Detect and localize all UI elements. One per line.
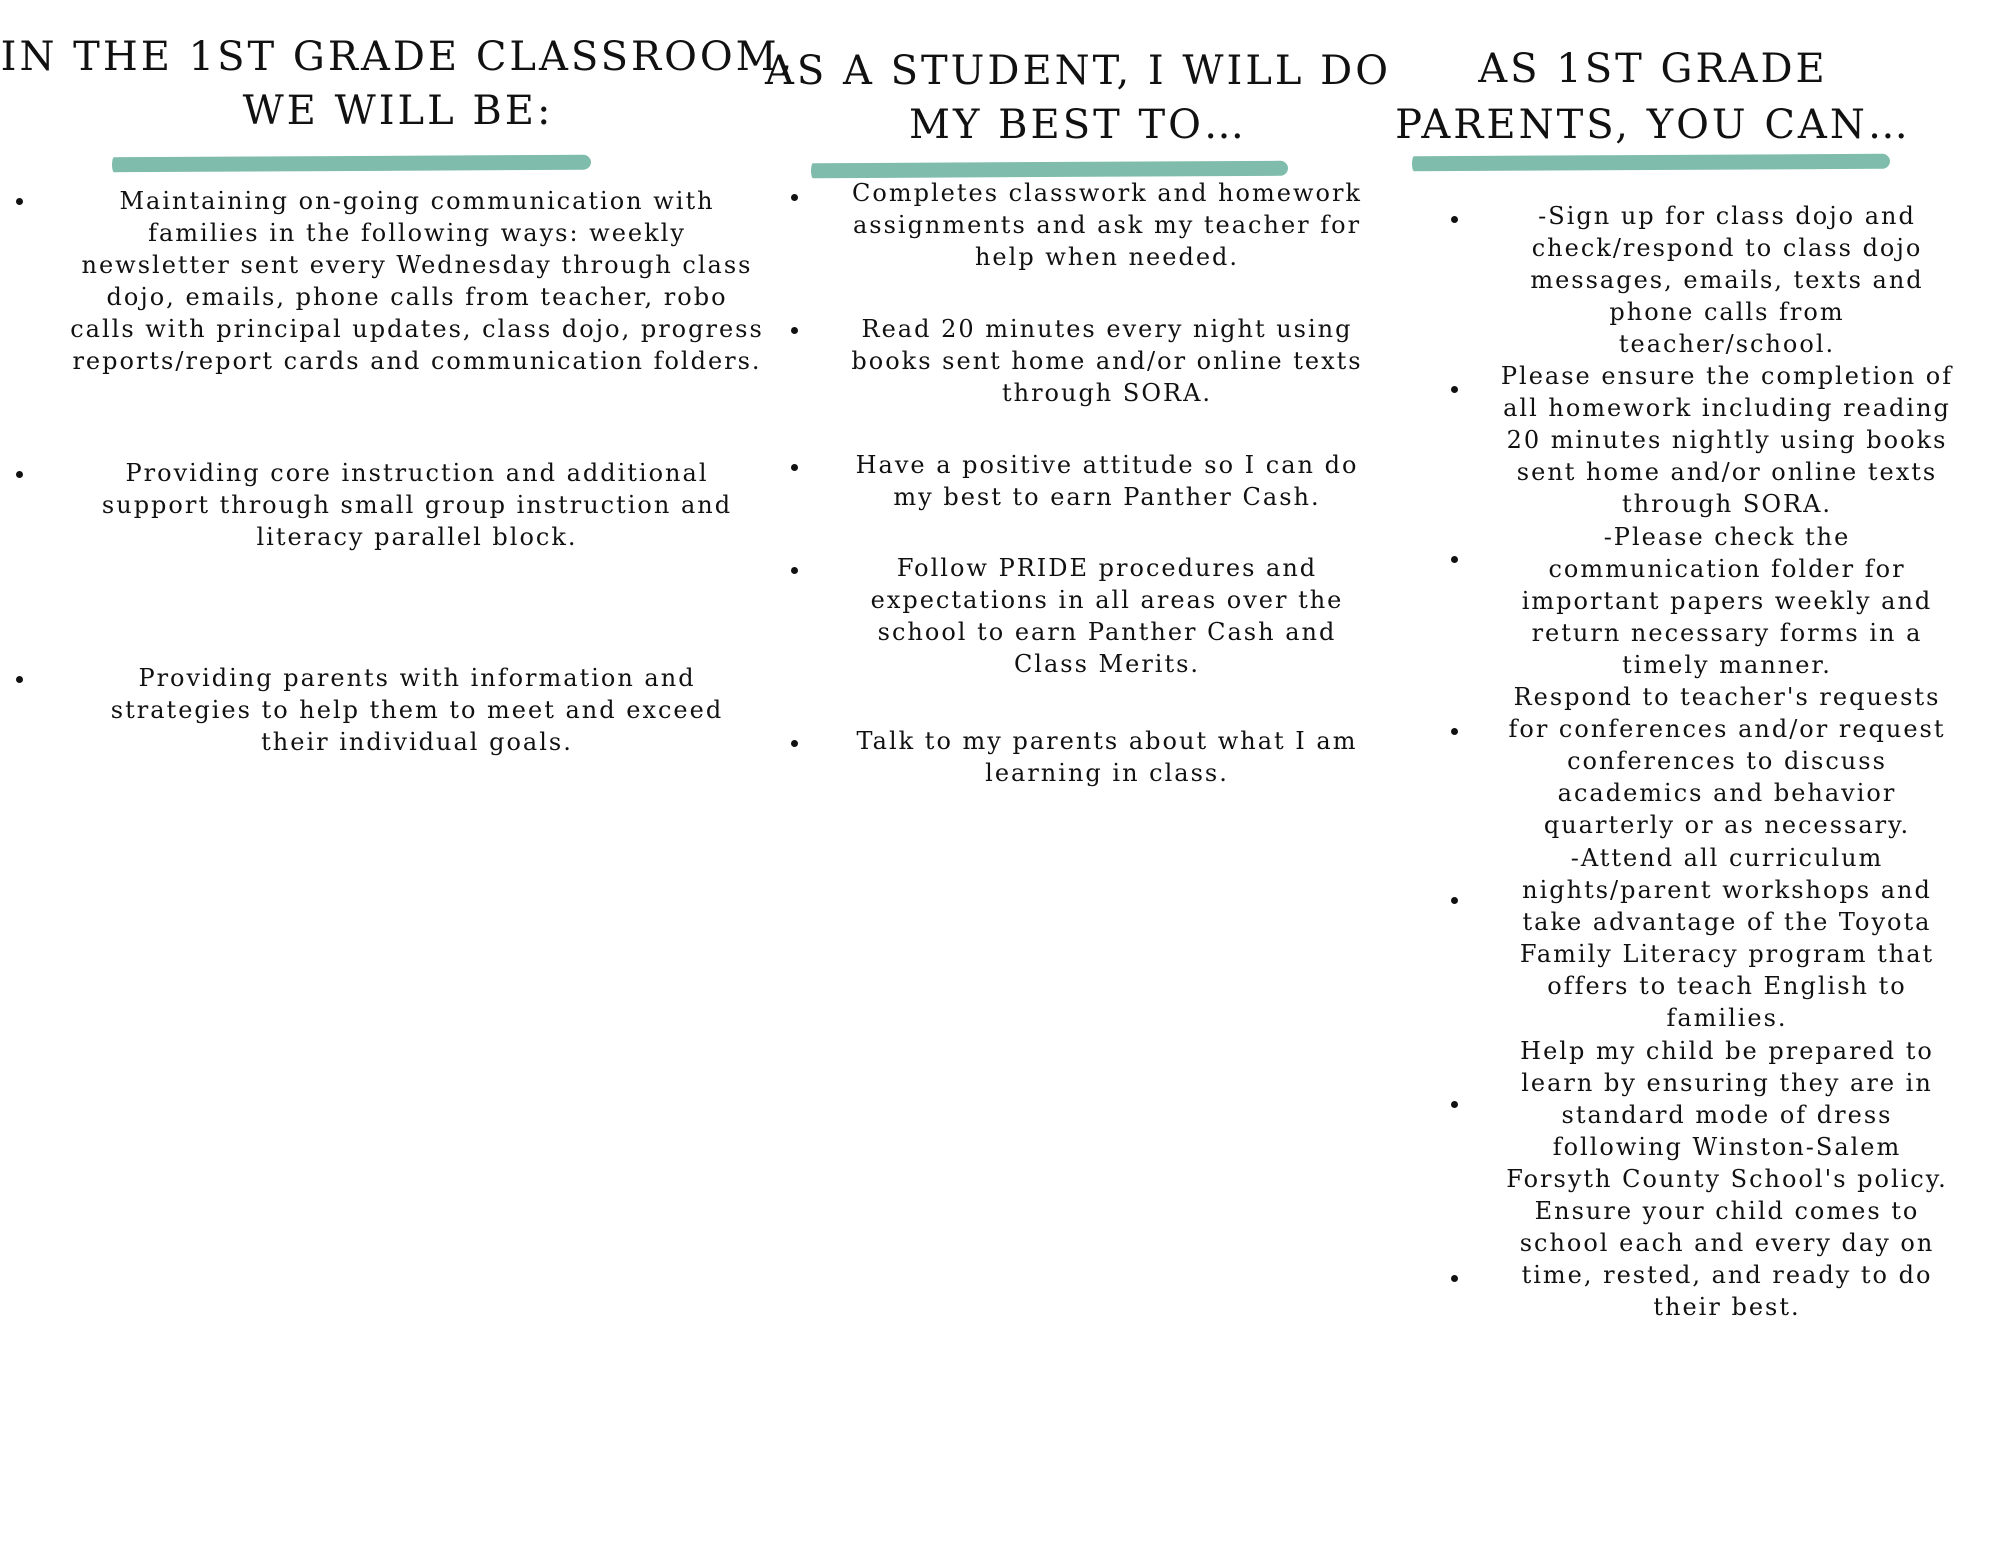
list-item-text: following Winston-Salem xyxy=(1552,1133,1902,1161)
list-item-text: assignments and ask my teacher for xyxy=(852,211,1362,239)
list-item-text: communication folder for xyxy=(1548,555,1906,583)
list-item-text: Providing core instruction and additional xyxy=(125,459,709,487)
list-item-text: Help my child be prepared to xyxy=(1520,1037,1934,1065)
list-item-text: school each and every day on xyxy=(1519,1229,1935,1257)
list-item-text: important papers weekly and xyxy=(1521,587,1933,615)
list-item-text: strategies to help them to meet and exceed xyxy=(110,696,724,724)
list-item-text: through SORA. xyxy=(1001,379,1213,407)
list-item-text: -Sign up for class dojo and xyxy=(1538,202,1916,230)
list-item-text: their individual goals. xyxy=(261,728,573,756)
list-item-text: learn by ensuring they are in xyxy=(1521,1069,1933,1097)
list-item-text: Have a positive attitude so I can do xyxy=(855,451,1359,479)
list-item-text: -Please check the xyxy=(1603,523,1851,551)
brush-stroke-divider xyxy=(1412,154,1890,172)
list-item-text: phone calls from xyxy=(1609,298,1845,326)
list-item-text: Class Merits. xyxy=(1013,650,1201,678)
list-item-text: sent home and/or online texts xyxy=(1516,458,1938,486)
bullet-icon xyxy=(1451,728,1458,735)
bullet-icon xyxy=(16,198,23,205)
bullet-icon xyxy=(1451,216,1458,223)
list-item-text: Maintaining on-going communication with xyxy=(119,187,715,215)
bullet-icon xyxy=(1451,386,1458,393)
list-item-text: Completes classwork and homework xyxy=(852,179,1362,207)
bullet-icon xyxy=(1451,1101,1458,1108)
list-item-text: newsletter sent every Wednesday through class xyxy=(81,251,753,279)
brush-stroke-divider xyxy=(112,155,591,173)
bullet-icon xyxy=(791,740,798,747)
column-title: MY BEST TO… xyxy=(909,102,1247,148)
list-item-text: -Attend all curriculum xyxy=(1570,844,1884,872)
list-item-text: conferences to discuss xyxy=(1567,747,1887,775)
bullet-icon xyxy=(791,464,798,471)
list-item-text: academics and behavior xyxy=(1557,779,1897,807)
brush-stroke-divider xyxy=(811,161,1288,178)
bullet-icon xyxy=(16,676,23,683)
bullet-icon xyxy=(791,327,798,334)
list-item-text: books sent home and/or online texts xyxy=(851,347,1363,375)
list-item-text: offers to teach English to xyxy=(1547,972,1907,1000)
list-item-text: learning in class. xyxy=(985,759,1229,787)
column-title: WE WILL BE: xyxy=(242,88,554,134)
list-item-text: calls with principal updates, class dojo, progress xyxy=(70,315,764,343)
column-title: IN THE 1ST GRADE CLASSROOM, xyxy=(0,34,796,80)
column-title: AS 1ST GRADE xyxy=(1478,46,1828,92)
list-item-text: 20 minutes nightly using books xyxy=(1506,426,1948,454)
list-item-text: Talk to my parents about what I am xyxy=(856,727,1358,755)
list-item-text: Forsyth County School's policy. xyxy=(1506,1165,1948,1193)
list-item-text: Ensure your child comes to xyxy=(1534,1197,1920,1225)
list-item-text: Follow PRIDE procedures and xyxy=(896,554,1318,582)
list-item-text: nights/parent workshops and xyxy=(1522,876,1932,904)
list-item-text: through SORA. xyxy=(1621,490,1833,518)
list-item-text: quarterly or as necessary. xyxy=(1543,811,1911,839)
column-title: PARENTS, YOU CAN… xyxy=(1395,102,1911,148)
list-item-text: time, rested, and ready to do xyxy=(1521,1261,1933,1289)
bullet-icon xyxy=(1451,897,1458,904)
list-item-text: for conferences and/or request xyxy=(1508,715,1946,743)
bullet-icon xyxy=(16,471,23,478)
list-item-text: Please ensure the completion of xyxy=(1500,362,1954,390)
bullet-icon xyxy=(791,567,798,574)
bullet-icon xyxy=(1451,556,1458,563)
list-item-text: return necessary forms in a xyxy=(1531,619,1923,647)
list-item-text: literacy parallel block. xyxy=(256,523,578,551)
list-item-text: standard mode of dress xyxy=(1561,1101,1893,1129)
list-item-text: reports/report cards and communication folders. xyxy=(72,347,762,375)
list-item-text: school to earn Panther Cash and xyxy=(877,618,1337,646)
list-item-text: check/respond to class dojo xyxy=(1531,234,1923,262)
list-item-text: Family Literacy program that xyxy=(1519,940,1935,968)
list-item-text: teacher/school. xyxy=(1618,330,1836,358)
list-item-text: Read 20 minutes every night using xyxy=(861,315,1353,343)
list-item-text: families in the following ways: weekly xyxy=(148,219,686,247)
list-item-text: expectations in all areas over the xyxy=(870,586,1344,614)
list-item-text: dojo, emails, phone calls from teacher, robo xyxy=(106,283,728,311)
list-item-text: Providing parents with information and xyxy=(138,664,696,692)
list-item-text: take advantage of the Toyota xyxy=(1522,908,1932,936)
list-item-text: timely manner. xyxy=(1622,651,1832,679)
list-item-text: their best. xyxy=(1653,1293,1801,1321)
list-item-text: families. xyxy=(1666,1004,1788,1032)
list-item-text: help when needed. xyxy=(974,243,1240,271)
list-item-text: support through small group instruction and xyxy=(101,491,733,519)
bullet-icon xyxy=(791,194,798,201)
bullet-icon xyxy=(1451,1275,1458,1282)
list-item-text: my best to earn Panther Cash. xyxy=(893,483,1321,511)
list-item-text: Respond to teacher's requests xyxy=(1513,683,1941,711)
list-item-text: all homework including reading xyxy=(1503,394,1951,422)
list-item-text: messages, emails, texts and xyxy=(1530,266,1924,294)
column-title: AS A STUDENT, I WILL DO xyxy=(764,48,1392,94)
